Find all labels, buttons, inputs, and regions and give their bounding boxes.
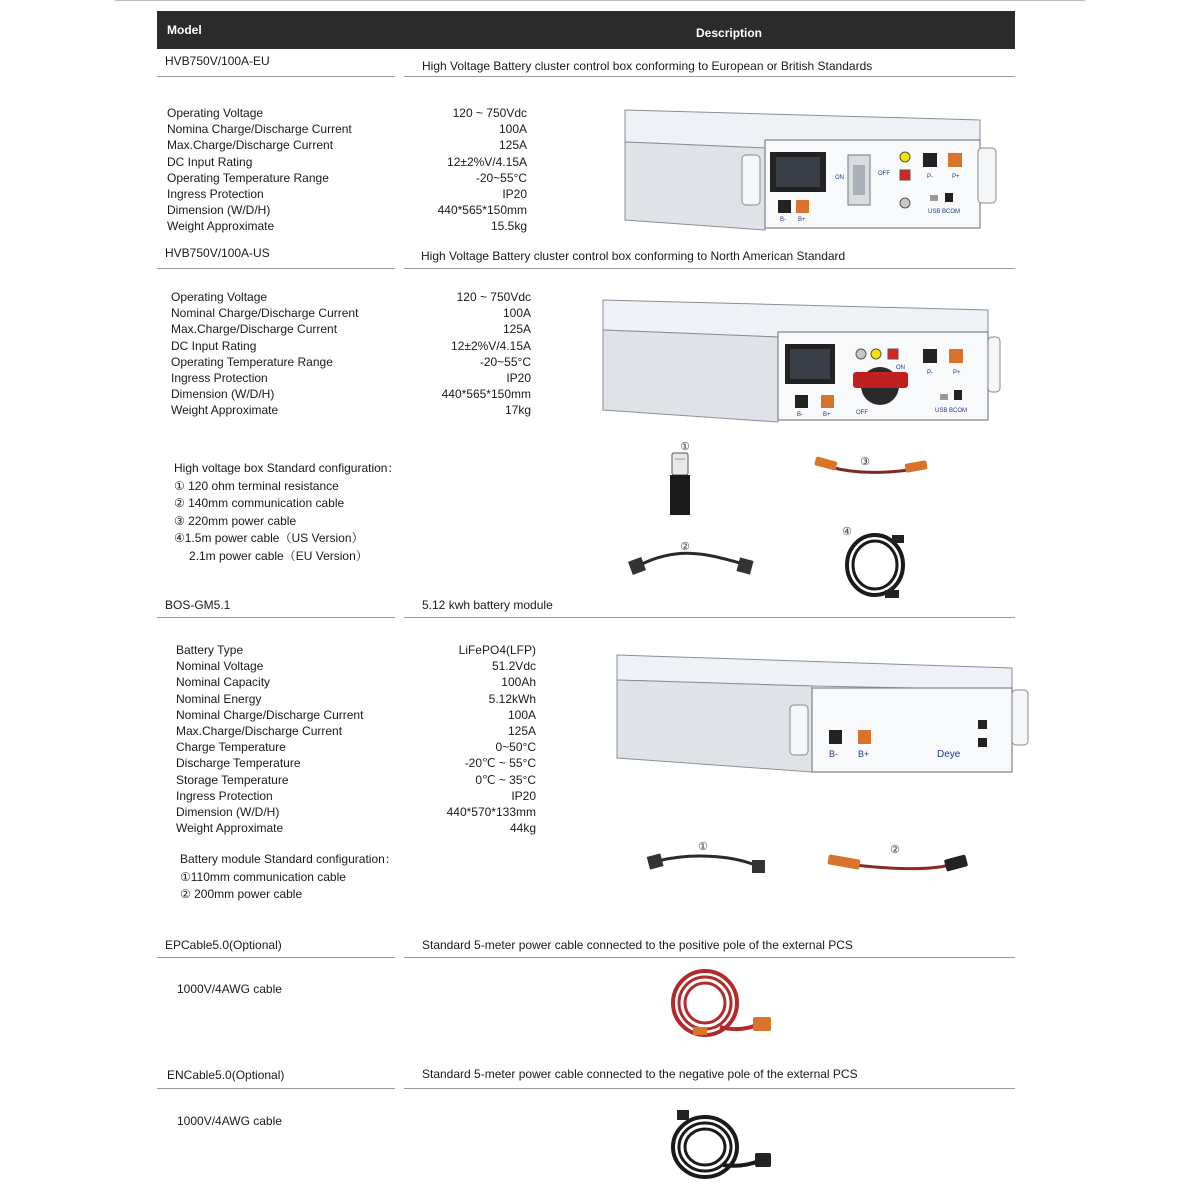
- spec-row: Discharge Temperature -20℃ ~ 55°C: [176, 756, 536, 771]
- spec-row: Storage Temperature 0℃ ~ 35°C: [176, 772, 536, 787]
- row-divider: [157, 617, 395, 618]
- list-item: 2.1m power cable（EU Version）: [189, 548, 368, 563]
- spec-row: Nominal Charge/Discharge Current 100A: [176, 707, 536, 722]
- spec-ep-cable: 1000V/4AWG cable: [177, 982, 282, 996]
- b-pos-label: B+: [858, 749, 870, 759]
- spec-row: Nominal Capacity 100Ah: [176, 675, 536, 690]
- spec-row: Operating Temperature Range -20~55°C: [171, 354, 531, 369]
- marker-1: ①: [698, 840, 708, 853]
- spec-row: Operating Voltage 120 ~ 750Vdc: [167, 106, 527, 120]
- spec-row: Nominal Energy 5.12kWh: [176, 691, 536, 706]
- b-neg-label: B-: [797, 412, 803, 418]
- spec-row: Weight Approximate 15.5kg: [167, 219, 527, 234]
- spec-en-cable: 1000V/4AWG cable: [177, 1114, 282, 1128]
- spec-row: Ingress Protection IP20: [176, 788, 536, 803]
- spec-row: Dimension (W/D/H) 440*570*133mm: [176, 805, 536, 820]
- b-pos-label: B+: [823, 412, 831, 418]
- model-en-cable: ENCable5.0(Optional): [167, 1068, 285, 1082]
- row-divider: [404, 268, 1015, 269]
- row-divider: [404, 617, 1015, 618]
- marker-4: ④: [842, 525, 852, 538]
- top-divider: [115, 0, 1085, 1]
- row-divider: [404, 76, 1015, 77]
- spec-row: Weight Approximate 44kg: [176, 821, 536, 836]
- description-bos-gm: 5.12 kwh battery module: [422, 598, 553, 612]
- p-neg-label: P-: [927, 174, 933, 180]
- spec-row: Ingress Protection IP20: [167, 187, 527, 202]
- row-divider: [157, 268, 395, 269]
- off-label: OFF: [878, 171, 890, 177]
- row-divider: [157, 957, 395, 958]
- control-box-eu-image: [620, 100, 1000, 235]
- spec-row: Nomina Charge/Discharge Current 100A: [167, 122, 527, 137]
- spec-row: Dimension (W/D/H) 440*565*150mm: [167, 203, 527, 218]
- spec-row: Nominal Charge/Discharge Current 100A: [171, 306, 531, 321]
- on-label: ON: [896, 365, 905, 371]
- list-item: ① 120 ohm terminal resistance: [174, 478, 339, 493]
- usb-bcom-label: USB BCOM: [928, 209, 961, 215]
- spec-row: Operating Voltage 120 ~ 750Vdc: [171, 290, 531, 304]
- control-box-us-image: [598, 292, 1003, 432]
- spec-row: Max.Charge/Discharge Current 125A: [176, 724, 536, 739]
- description-hvb-us: High Voltage Battery cluster control box conforming to North American Standard: [421, 249, 846, 263]
- bm-accessories-image: [640, 835, 980, 885]
- p-pos-label: P+: [953, 370, 961, 376]
- model-hvb-us: HVB750V/100A-US: [165, 246, 270, 260]
- spec-row: Charge Temperature 0~50°C: [176, 740, 536, 755]
- off-label: OFF: [856, 410, 868, 416]
- p-pos-label: P+: [952, 174, 960, 180]
- bm-config-title: Battery module Standard configuration：: [180, 852, 397, 866]
- spec-row: Battery Type LiFePO4(LFP): [176, 643, 536, 657]
- usb-bcom-label: USB BCOM: [935, 408, 968, 414]
- row-divider: [404, 957, 1015, 958]
- b-neg-label: B-: [780, 217, 786, 223]
- list-item: ② 140mm communication cable: [174, 496, 345, 511]
- row-divider: [404, 1088, 1015, 1089]
- row-divider: [157, 1088, 395, 1089]
- list-item: ② 200mm power cable: [180, 887, 303, 902]
- spec-table-hvb-us: [171, 289, 531, 419]
- marker-3: ③: [860, 455, 870, 468]
- spec-row: Nominal Voltage 51.2Vdc: [176, 659, 536, 674]
- model-ep-cable: EPCable5.0(Optional): [165, 938, 282, 952]
- spec-row: DC Input Rating 12±2%V/4.15A: [171, 338, 531, 353]
- spec-row: Weight Approximate 17kg: [171, 403, 531, 418]
- model-hvb-eu: HVB750V/100A-EU: [165, 54, 270, 68]
- spec-row: Dimension (W/D/H) 440*565*150mm: [171, 387, 531, 402]
- en-cable-image: [665, 1105, 775, 1185]
- description-en-cable: Standard 5-meter power cable connected to the negative pole of the external PCS: [422, 1067, 858, 1081]
- b-neg-label: B-: [829, 749, 838, 759]
- list-item: ①110mm communication cable: [180, 869, 346, 884]
- model-bos-gm: BOS-GM5.1: [165, 598, 231, 612]
- list-item: ④1.5m power cable（US Version）: [174, 531, 364, 546]
- p-neg-label: P-: [927, 370, 933, 376]
- marker-2: ②: [890, 843, 900, 856]
- description-ep-cable: Standard 5-meter power cable connected to the positive pole of the external PCS: [422, 938, 853, 952]
- list-item: ③ 220mm power cable: [174, 513, 297, 528]
- battery-module-image: [612, 650, 1032, 780]
- spec-row: Max.Charge/Discharge Current 125A: [167, 138, 527, 153]
- spec-table-bos-gm: [176, 642, 536, 836]
- on-label: ON: [835, 175, 844, 181]
- hv-config-title: High voltage box Standard configuration：: [174, 461, 400, 475]
- header-model: Model: [167, 23, 202, 37]
- spec-row: Max.Charge/Discharge Current 125A: [171, 322, 531, 337]
- b-pos-label: B+: [798, 217, 806, 223]
- spec-row: Operating Temperature Range -20~55°C: [167, 170, 527, 185]
- header-description: Description: [696, 26, 763, 40]
- bm-config-list: [180, 851, 397, 904]
- spec-table-hvb-eu: [167, 105, 527, 235]
- spec-row: DC Input Rating 12±2%V/4.15A: [167, 154, 527, 169]
- brand-logo: Deye: [937, 749, 961, 760]
- spec-row: Ingress Protection IP20: [171, 371, 531, 386]
- hv-accessories-image: [600, 435, 1000, 605]
- row-divider: [157, 76, 395, 77]
- hv-config-list: [174, 460, 399, 566]
- marker-2: ②: [680, 540, 690, 553]
- ep-cable-image: [665, 965, 775, 1045]
- description-hvb-eu: High Voltage Battery cluster control box conforming to European or British Standards: [422, 59, 873, 73]
- marker-1: ①: [680, 440, 690, 453]
- table-header: [157, 11, 1015, 49]
